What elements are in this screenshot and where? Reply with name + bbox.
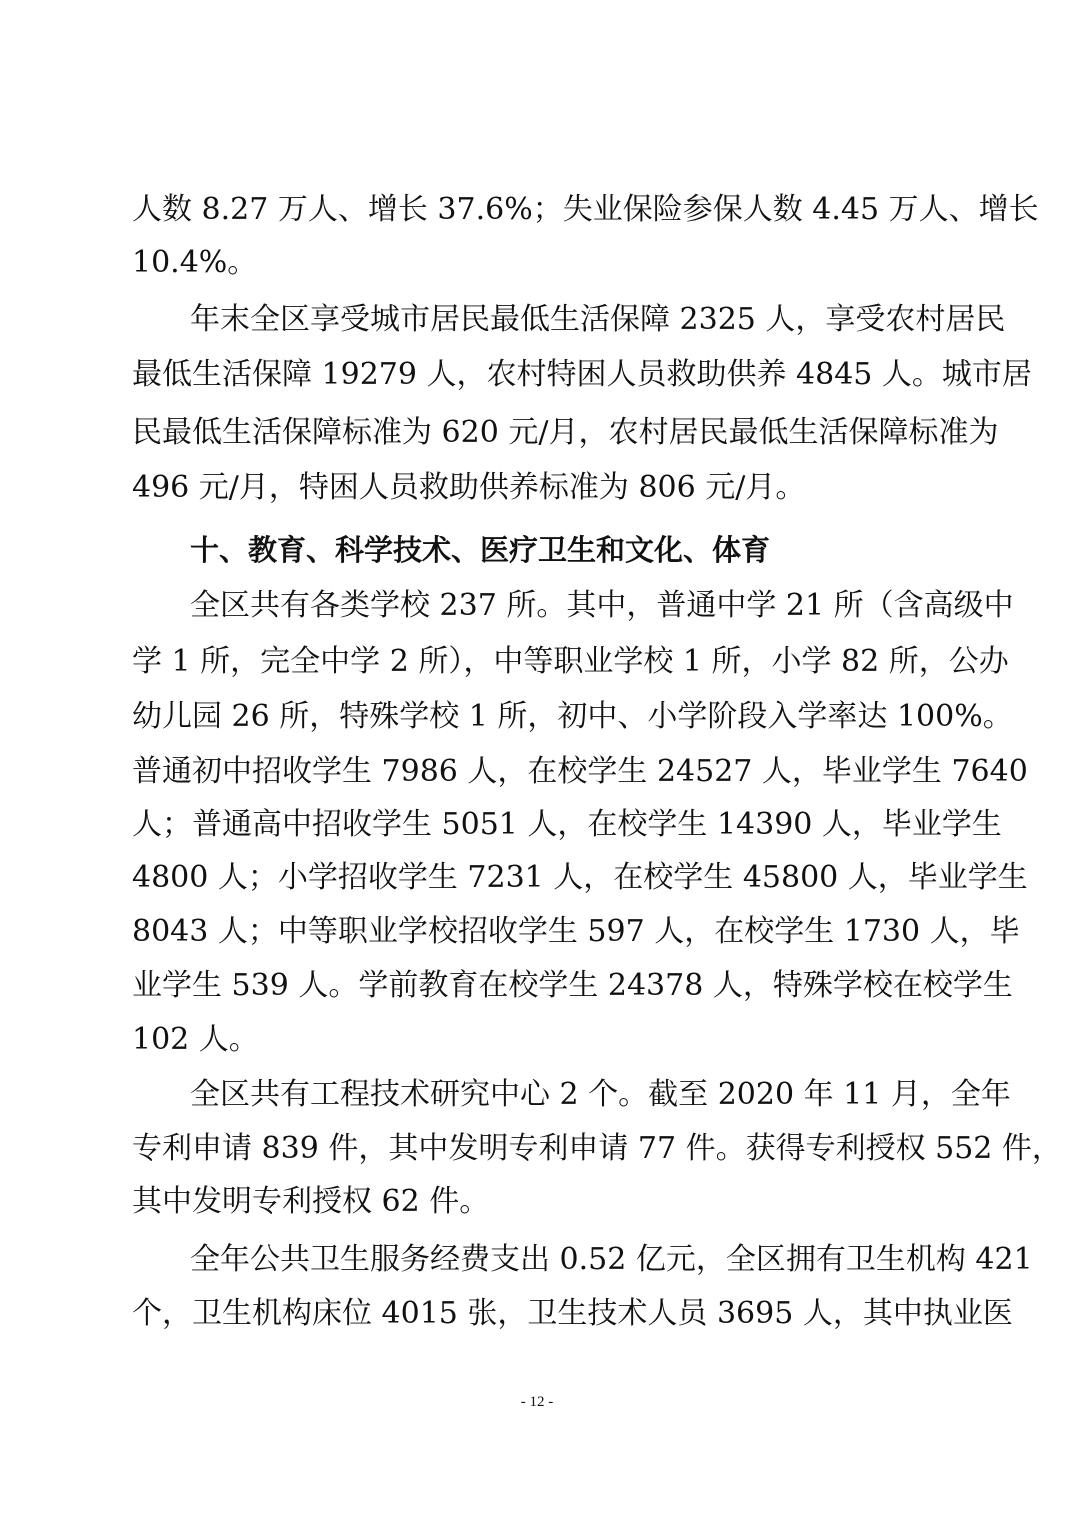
text-line: 496 元/月，特困人员救助供养标准为 806 元/月。 (132, 470, 806, 505)
text-line: 民最低生活保障标准为 620 元/月，农村居民最低生活保障标准为 (132, 415, 999, 450)
text-line: 个，卫生机构床位 4015 张，卫生技术人员 3695 人，其中执业医 (132, 1296, 1013, 1331)
text-line: 最低生活保障 19279 人，农村特困人员救助供养 4845 人。城市居 (132, 357, 1032, 392)
text-line: 10.4%。 (132, 245, 258, 280)
paragraph-first-line: 全区共有各类学校 237 所。其中，普通中学 21 所（含高级中 (190, 588, 1014, 623)
text-line: 8043 人；中等职业学校招收学生 597 人，在校学生 1730 人，毕 (132, 914, 1020, 949)
paragraph-first-line: 全区共有工程技术研究中心 2 个。截至 2020 年 11 月，全年 (190, 1077, 1011, 1112)
text-line: 人数 8.27 万人、增长 37.6%；失业保险参保人数 4.45 万人、增长 (132, 192, 1039, 227)
text-line: 其中发明专利授权 62 件。 (132, 1184, 490, 1219)
section-heading: 十、教育、科学技术、医疗卫生和文化、体育 (190, 533, 771, 567)
text-line: 专利申请 839 件，其中发明专利申请 77 件。获得专利授权 552 件， (132, 1131, 1062, 1166)
text-line: 4800 人；小学招收学生 7231 人，在校学生 45800 人，毕业学生 (132, 860, 1028, 895)
text-line: 人；普通高中招收学生 5051 人，在校学生 14390 人，毕业学生 (132, 807, 1002, 842)
paragraph-first-line: 全年公共卫生服务经费支出 0.52 亿元，全区拥有卫生机构 421 (190, 1242, 1033, 1277)
text-line: 普通初中招收学生 7986 人，在校学生 24527 人，毕业学生 7640 (132, 754, 1028, 789)
text-line: 业学生 539 人。学前教育在校学生 24378 人，特殊学校在校学生 (132, 968, 1013, 1003)
page-number: - 12 - (520, 1394, 554, 1410)
text-line: 102 人。 (132, 1022, 259, 1057)
text-line: 幼儿园 26 所，特殊学校 1 所，初中、小学阶段入学率达 100%。 (132, 699, 1013, 734)
text-line: 学 1 所，完全中学 2 所），中等职业学校 1 所，小学 82 所，公办 (132, 644, 1009, 679)
paragraph-first-line: 年末全区享受城市居民最低生活保障 2325 人，享受农村居民 (190, 302, 1006, 337)
